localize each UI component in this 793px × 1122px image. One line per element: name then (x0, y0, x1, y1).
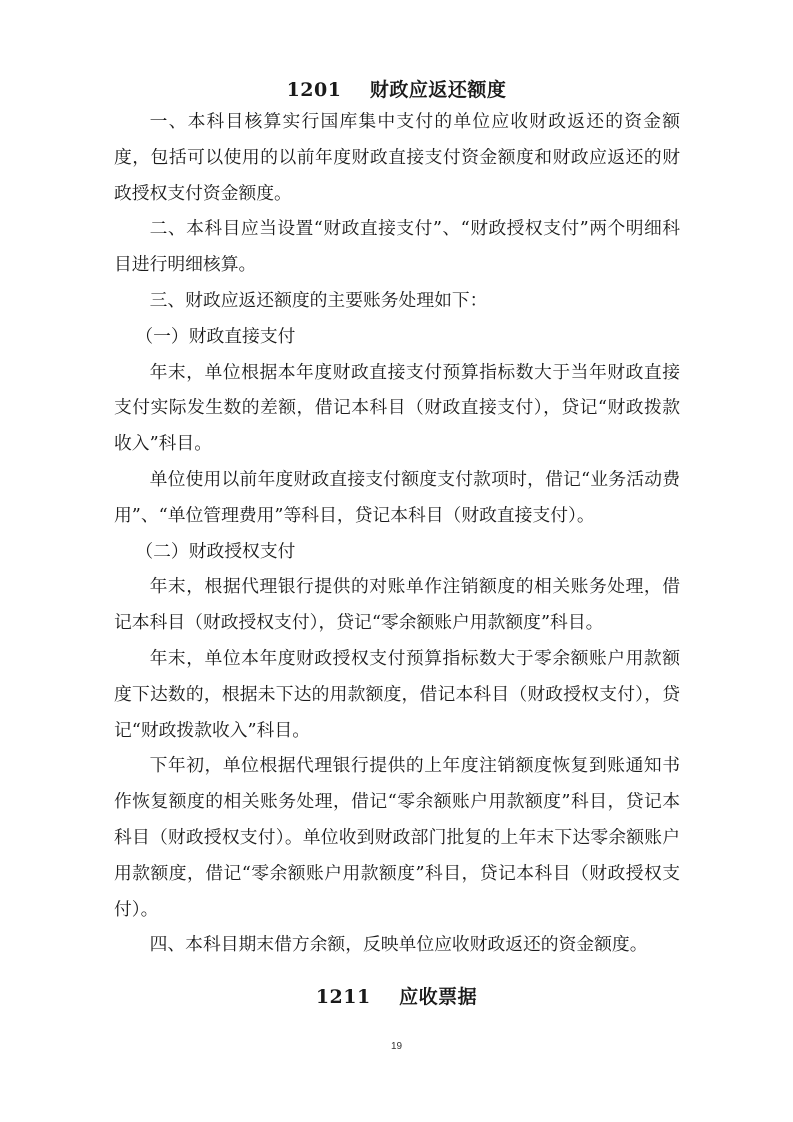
section-title-1211: 1211 应收票据 (315, 986, 478, 1008)
section-body-1201 (114, 104, 680, 963)
paragraph-authorized-restore: 下年初，单位根据代理银行提供的上年度注销额度恢复到账通知书作恢复额度的相关账务处理，借记“零余额账户用款额度”科目，贷记本科目（财政授权支付）。单位收到财政部门批复的上年末下达零余额账户用款额度，借记“零余额账户用款额度”科目，贷记本科目（财政授权支付）。 (114, 755, 680, 920)
paragraph-scope: 一、本科目核算实行国库集中支付的单位应收财政返还的资金额度，包括可以使用的以前年度财政直接支付资金额度和财政应返还的财政授权支付资金额度。 (114, 111, 680, 204)
subheading-authorized-payment: （二）财政授权支付 (135, 540, 296, 562)
subheading-direct-payment: （一）财政直接支付 (135, 325, 296, 347)
paragraph-authorized-cancel: 年末，根据代理银行提供的对账单作注销额度的相关账务处理，借记本科目（财政授权支付），贷记“零余额账户用款额度”科目。 (114, 576, 680, 634)
page-number: 19 (390, 1041, 403, 1052)
paragraph-ending-balance: 四、本科目期末借方余额，反映单位应收财政返还的资金额度。 (149, 934, 648, 956)
paragraph-direct-year-end: 年末，单位根据本年度财政直接支付预算指标数大于当年财政直接支付实际发生数的差额，借记本科目（财政直接支付），贷记“财政拨款收入”科目。 (114, 361, 680, 455)
section-title-1201: 1201 财政应返还额度 (286, 79, 507, 101)
paragraph-authorized-undelivered: 年末，单位本年度财政授权支付预算指标数大于零余额账户用款额度下达数的，根据未下达的用款额度，借记本科目（财政授权支付），贷记“财政拨款收入”科目。 (114, 647, 680, 741)
paragraph-direct-use: 单位使用以前年度财政直接支付额度支付款项时，借记“业务活动费用”、“单位管理费用”等科目，贷记本科目（财政直接支付）。 (114, 468, 680, 526)
paragraph-main-entries: 三、财政应返还额度的主要账务处理如下： (149, 289, 488, 311)
paragraph-subaccounts: 二、本科目应当设置“财政直接支付”、“财政授权支付”两个明细科目进行明细核算。 (114, 218, 680, 276)
